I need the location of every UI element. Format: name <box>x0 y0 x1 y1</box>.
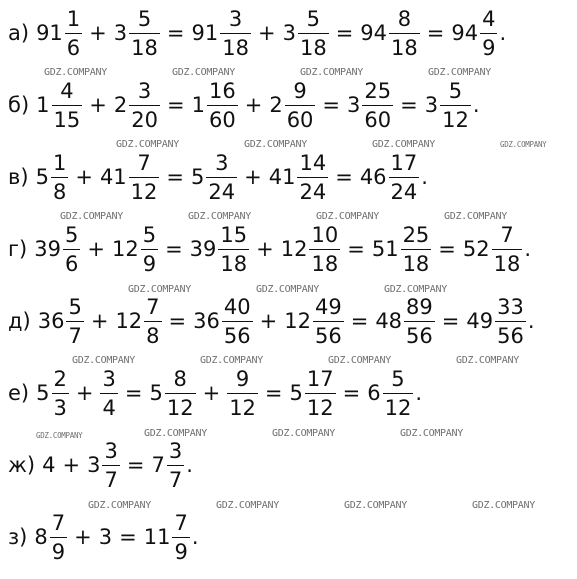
whole-number: 49 <box>466 309 494 334</box>
fraction-bar <box>440 105 471 106</box>
fraction-denominator: 7 <box>104 468 118 493</box>
watermark: GDZ.COMPANY <box>472 500 535 511</box>
fraction <box>167 440 184 491</box>
math-operator: = <box>438 237 456 262</box>
fraction-numerator: 7 <box>51 511 66 535</box>
whole-number: 6 <box>367 381 381 406</box>
math-operator: = <box>350 309 369 334</box>
fraction <box>100 368 117 419</box>
fraction-numerator: 3 <box>228 7 243 31</box>
fraction-numerator: 5 <box>142 223 157 247</box>
fraction-bar <box>313 321 344 322</box>
fraction-bar <box>129 33 160 34</box>
fraction <box>65 8 82 59</box>
whole-number: . <box>191 525 199 550</box>
math-operator: = <box>124 381 143 406</box>
math-operator: + <box>89 93 107 118</box>
whole-number: 11 <box>143 525 171 550</box>
problem-label: б) <box>8 93 30 118</box>
whole-number: 5 <box>149 381 163 406</box>
whole-number: 3 <box>113 21 128 46</box>
fraction-bar <box>404 321 435 322</box>
fraction-denominator: 7 <box>68 324 82 349</box>
fraction <box>298 8 329 59</box>
problem-label: г) <box>8 237 28 262</box>
whole-number: . <box>186 453 193 478</box>
fraction <box>141 224 158 275</box>
whole-number: 2 <box>113 93 128 118</box>
fraction-numerator: 5 <box>448 79 463 103</box>
fraction <box>172 512 189 563</box>
problem-row <box>8 368 423 419</box>
problem-row <box>8 440 194 491</box>
fraction <box>129 152 160 203</box>
fraction-bar <box>50 537 67 538</box>
fraction-numerator: 4 <box>482 7 496 31</box>
fraction-numerator: 49 <box>314 295 342 319</box>
fraction-denominator: 9 <box>142 252 157 277</box>
fraction-denominator: 60 <box>364 108 392 133</box>
fraction-denominator: 8 <box>52 180 67 205</box>
fraction-denominator: 4 <box>102 396 116 421</box>
fraction-bar <box>100 393 117 394</box>
fraction-bar <box>362 105 393 106</box>
whole-number: 51 <box>371 237 399 262</box>
fraction-numerator: 5 <box>68 295 82 319</box>
whole-number: 41 <box>268 165 296 190</box>
fraction-numerator: 3 <box>102 367 116 391</box>
whole-number: 3 <box>87 453 101 478</box>
whole-number: 46 <box>359 165 387 190</box>
watermark: GDZ.COMPANY <box>216 500 279 511</box>
math-operator: = <box>426 21 445 46</box>
watermark: GDZ.COMPANY <box>300 67 363 78</box>
watermark: GDZ.COMPANY <box>444 211 507 222</box>
problem-row <box>8 152 429 203</box>
fraction-denominator: 18 <box>391 36 418 61</box>
math-operator: = <box>441 309 460 334</box>
fraction <box>66 296 83 347</box>
fraction <box>362 80 393 131</box>
watermark: GDZ.COMPANY <box>400 428 463 439</box>
math-operator: = <box>166 165 185 190</box>
whole-number: 5 <box>289 381 303 406</box>
fraction <box>305 368 336 419</box>
whole-number: 36 <box>193 309 220 334</box>
whole-number: 94 <box>451 21 479 46</box>
whole-number: 3 <box>98 525 113 550</box>
fraction-numerator: 5 <box>306 7 320 31</box>
watermark: GDZ.COMPANY <box>344 500 407 511</box>
fraction-denominator: 18 <box>299 36 327 61</box>
fraction-bar <box>389 177 420 178</box>
fraction-denominator: 24 <box>390 180 418 205</box>
math-operator: = <box>165 237 183 262</box>
whole-number: 36 <box>37 309 65 334</box>
whole-number: 94 <box>360 21 388 46</box>
watermark: GDZ.COMPANY <box>500 140 547 149</box>
fraction-bar <box>309 249 340 250</box>
fraction-bar <box>298 33 329 34</box>
fraction-denominator: 8 <box>146 324 160 349</box>
fraction <box>480 8 497 59</box>
math-operator: + <box>90 309 109 334</box>
math-operator: + <box>75 381 94 406</box>
fraction <box>129 80 160 131</box>
fraction-numerator: 8 <box>173 367 187 391</box>
problem-label: а) <box>8 21 30 46</box>
whole-number: 4 <box>42 453 56 478</box>
math-operator: + <box>89 21 107 46</box>
fraction-denominator: 12 <box>130 180 158 205</box>
fraction-denominator: 24 <box>208 180 236 205</box>
watermark: GDZ.COMPANY <box>172 67 235 78</box>
fraction-bar <box>172 537 189 538</box>
problem-row <box>8 512 200 563</box>
fraction <box>50 512 67 563</box>
fraction-denominator: 20 <box>131 108 158 133</box>
fraction-denominator: 56 <box>223 324 251 349</box>
fraction <box>102 440 119 491</box>
fraction-denominator: 60 <box>286 108 314 133</box>
fraction-numerator: 33 <box>497 295 524 319</box>
fraction-denominator: 9 <box>51 540 66 565</box>
whole-number: . <box>527 309 535 334</box>
fraction-denominator: 9 <box>174 540 188 565</box>
whole-number: 12 <box>111 237 139 262</box>
fraction-bar <box>492 249 523 250</box>
fraction <box>297 152 328 203</box>
fraction <box>207 80 238 131</box>
fraction-bar <box>66 321 83 322</box>
math-operator: = <box>335 21 354 46</box>
watermark: GDZ.COMPANY <box>60 211 123 222</box>
fraction-bar <box>495 321 526 322</box>
whole-number: 39 <box>34 237 61 262</box>
fraction <box>285 80 316 131</box>
fraction-numerator: 5 <box>391 367 405 391</box>
fraction-numerator: 89 <box>406 295 433 319</box>
whole-number: 5 <box>36 381 50 406</box>
watermark: GDZ.COMPANY <box>328 355 391 366</box>
problem-label: ж) <box>8 453 36 478</box>
whole-number: 91 <box>36 21 63 46</box>
math-operator: + <box>87 237 105 262</box>
fraction-bar <box>222 321 253 322</box>
fraction-denominator: 7 <box>168 468 183 493</box>
whole-number: . <box>421 165 428 190</box>
fraction-bar <box>305 393 336 394</box>
whole-number: 3 <box>282 21 296 46</box>
watermark: GDZ.COMPANY <box>456 355 519 366</box>
math-operator: = <box>347 237 365 262</box>
math-operator: = <box>322 93 341 118</box>
whole-number: 12 <box>115 309 143 334</box>
fraction-bar <box>227 393 258 394</box>
watermark: GDZ.COMPANY <box>128 284 191 295</box>
fraction-bar <box>51 177 68 178</box>
fraction <box>51 152 68 203</box>
whole-number: 12 <box>280 237 308 262</box>
watermark: GDZ.COMPANY <box>144 428 207 439</box>
whole-number: 3 <box>347 93 361 118</box>
fraction-denominator: 18 <box>131 36 158 61</box>
fraction-numerator: 4 <box>60 79 74 103</box>
fraction-numerator: 8 <box>397 7 412 31</box>
fraction-denominator: 6 <box>64 252 79 277</box>
whole-number: . <box>524 237 532 262</box>
math-operator: = <box>126 453 145 478</box>
watermark: GDZ.COMPANY <box>36 431 83 440</box>
math-operator: + <box>244 165 262 190</box>
math-operator: + <box>244 93 263 118</box>
fraction-numerator: 40 <box>223 295 251 319</box>
math-operator: + <box>75 165 93 190</box>
whole-number: 5 <box>191 165 205 190</box>
watermark: GDZ.COMPANY <box>428 67 491 78</box>
whole-number: 48 <box>375 309 403 334</box>
fraction <box>313 296 344 347</box>
whole-number: 39 <box>189 237 217 262</box>
problem-row <box>8 296 536 347</box>
whole-number: . <box>499 21 507 46</box>
whole-number: 8 <box>34 525 48 550</box>
whole-number: 52 <box>462 237 490 262</box>
problem-row <box>8 80 481 131</box>
problem-label: е) <box>8 381 30 406</box>
fraction <box>440 80 471 131</box>
whole-number: 41 <box>99 165 127 190</box>
watermark: GDZ.COMPANY <box>44 67 107 78</box>
problem-label: в) <box>8 165 29 190</box>
fraction-numerator: 9 <box>293 79 307 103</box>
fraction-denominator: 12 <box>166 396 194 421</box>
fraction-denominator: 12 <box>384 396 412 421</box>
whole-number: . <box>472 93 480 118</box>
whole-number: 1 <box>36 93 50 118</box>
fraction-numerator: 2 <box>53 367 67 391</box>
math-operator: + <box>259 309 278 334</box>
math-operator: + <box>257 21 276 46</box>
fraction-numerator: 25 <box>364 79 392 103</box>
fraction <box>206 152 237 203</box>
whole-number: 7 <box>151 453 165 478</box>
fraction-denominator: 6 <box>66 36 81 61</box>
fraction-bar <box>167 465 184 466</box>
fraction <box>144 296 161 347</box>
fraction <box>309 224 340 275</box>
math-operator: = <box>166 93 185 118</box>
watermark: GDZ.COMPANY <box>244 139 307 150</box>
fraction <box>52 368 69 419</box>
fraction-numerator: 7 <box>500 223 514 247</box>
fraction-bar <box>129 177 160 178</box>
fraction-numerator: 17 <box>390 151 418 175</box>
math-operator: = <box>166 21 185 46</box>
fraction-bar <box>141 249 158 250</box>
fraction-numerator: 3 <box>215 151 229 175</box>
math-operator: + <box>202 381 221 406</box>
fraction-denominator: 12 <box>306 396 334 421</box>
fraction-numerator: 7 <box>146 295 160 319</box>
fraction-numerator: 3 <box>137 79 152 103</box>
fraction-numerator: 15 <box>220 223 248 247</box>
fraction <box>389 152 420 203</box>
fraction-numerator: 7 <box>174 511 188 535</box>
whole-number: 91 <box>191 21 219 46</box>
fraction-numerator: 25 <box>402 223 430 247</box>
whole-number: 1 <box>191 93 205 118</box>
math-operator: + <box>256 237 274 262</box>
fraction-numerator: 1 <box>66 7 81 31</box>
fraction-numerator: 1 <box>52 151 67 175</box>
fraction <box>222 296 253 347</box>
fraction-denominator: 18 <box>493 252 521 277</box>
fraction-numerator: 3 <box>104 439 118 463</box>
math-operator: + <box>74 525 92 550</box>
watermark: GDZ.COMPANY <box>272 428 335 439</box>
fraction-bar <box>218 249 249 250</box>
fraction-denominator: 56 <box>497 324 524 349</box>
fraction-denominator: 18 <box>222 36 249 61</box>
fraction <box>129 8 160 59</box>
math-operator: = <box>168 309 187 334</box>
fraction <box>220 8 251 59</box>
whole-number: 12 <box>284 309 311 334</box>
fraction <box>165 368 196 419</box>
fraction-numerator: 5 <box>137 7 152 31</box>
fraction <box>401 224 432 275</box>
fraction-bar <box>207 105 238 106</box>
fraction <box>218 224 249 275</box>
fraction-bar <box>52 393 69 394</box>
fraction <box>404 296 435 347</box>
fraction-denominator: 60 <box>208 108 236 133</box>
fraction <box>495 296 526 347</box>
fraction <box>389 8 420 59</box>
math-operator: = <box>335 165 353 190</box>
fraction-numerator: 10 <box>311 223 339 247</box>
fraction <box>227 368 258 419</box>
watermark: GDZ.COMPANY <box>116 139 179 150</box>
fraction-bar <box>63 249 80 250</box>
watermark: GDZ.COMPANY <box>188 211 251 222</box>
math-operator: + <box>62 453 81 478</box>
whole-number: 5 <box>35 165 49 190</box>
fraction-bar <box>383 393 414 394</box>
watermark: GDZ.COMPANY <box>384 284 447 295</box>
fraction-numerator: 17 <box>306 367 334 391</box>
fraction <box>383 368 414 419</box>
fraction-bar <box>389 33 420 34</box>
fraction-bar <box>297 177 328 178</box>
fraction-denominator: 18 <box>311 252 339 277</box>
whole-number: 3 <box>424 93 439 118</box>
fraction-denominator: 15 <box>53 108 81 133</box>
watermark: GDZ.COMPANY <box>316 211 379 222</box>
fraction-bar <box>220 33 251 34</box>
fraction-bar <box>165 393 196 394</box>
fraction-denominator: 24 <box>299 180 327 205</box>
math-operator: = <box>264 381 283 406</box>
fraction-denominator: 3 <box>53 396 67 421</box>
fraction-numerator: 9 <box>235 367 250 391</box>
fraction-numerator: 7 <box>137 151 151 175</box>
fraction-bar <box>480 33 497 34</box>
watermark: GDZ.COMPANY <box>256 284 319 295</box>
fraction-bar <box>144 321 161 322</box>
fraction-denominator: 56 <box>406 324 433 349</box>
problem-label: д) <box>8 309 31 334</box>
math-operator: = <box>400 93 418 118</box>
watermark: GDZ.COMPANY <box>200 355 263 366</box>
fraction-denominator: 9 <box>482 36 496 61</box>
fraction-bar <box>206 177 237 178</box>
fraction-bar <box>52 105 83 106</box>
fraction <box>52 80 83 131</box>
fraction-denominator: 12 <box>442 108 469 133</box>
problem-label: з) <box>8 525 28 550</box>
fraction-numerator: 5 <box>64 223 79 247</box>
fraction-bar <box>65 33 82 34</box>
fraction-bar <box>129 105 160 106</box>
fraction <box>492 224 523 275</box>
fraction-bar <box>285 105 316 106</box>
math-operator: = <box>342 381 361 406</box>
watermark: GDZ.COMPANY <box>88 500 151 511</box>
math-operator: = <box>119 525 137 550</box>
fraction-numerator: 16 <box>208 79 236 103</box>
whole-number: 2 <box>269 93 283 118</box>
fraction <box>63 224 80 275</box>
fraction-bar <box>401 249 432 250</box>
watermark: GDZ.COMPANY <box>372 139 435 150</box>
fraction-numerator: 14 <box>299 151 327 175</box>
fraction-denominator: 18 <box>220 252 248 277</box>
problem-row <box>8 224 532 275</box>
fraction-bar <box>102 465 119 466</box>
fraction-denominator: 56 <box>314 324 342 349</box>
fraction-denominator: 12 <box>229 396 256 421</box>
whole-number: . <box>415 381 423 406</box>
fraction-numerator: 3 <box>168 439 183 463</box>
watermark: GDZ.COMPANY <box>72 355 135 366</box>
fraction-denominator: 18 <box>402 252 430 277</box>
problem-row <box>8 8 507 59</box>
